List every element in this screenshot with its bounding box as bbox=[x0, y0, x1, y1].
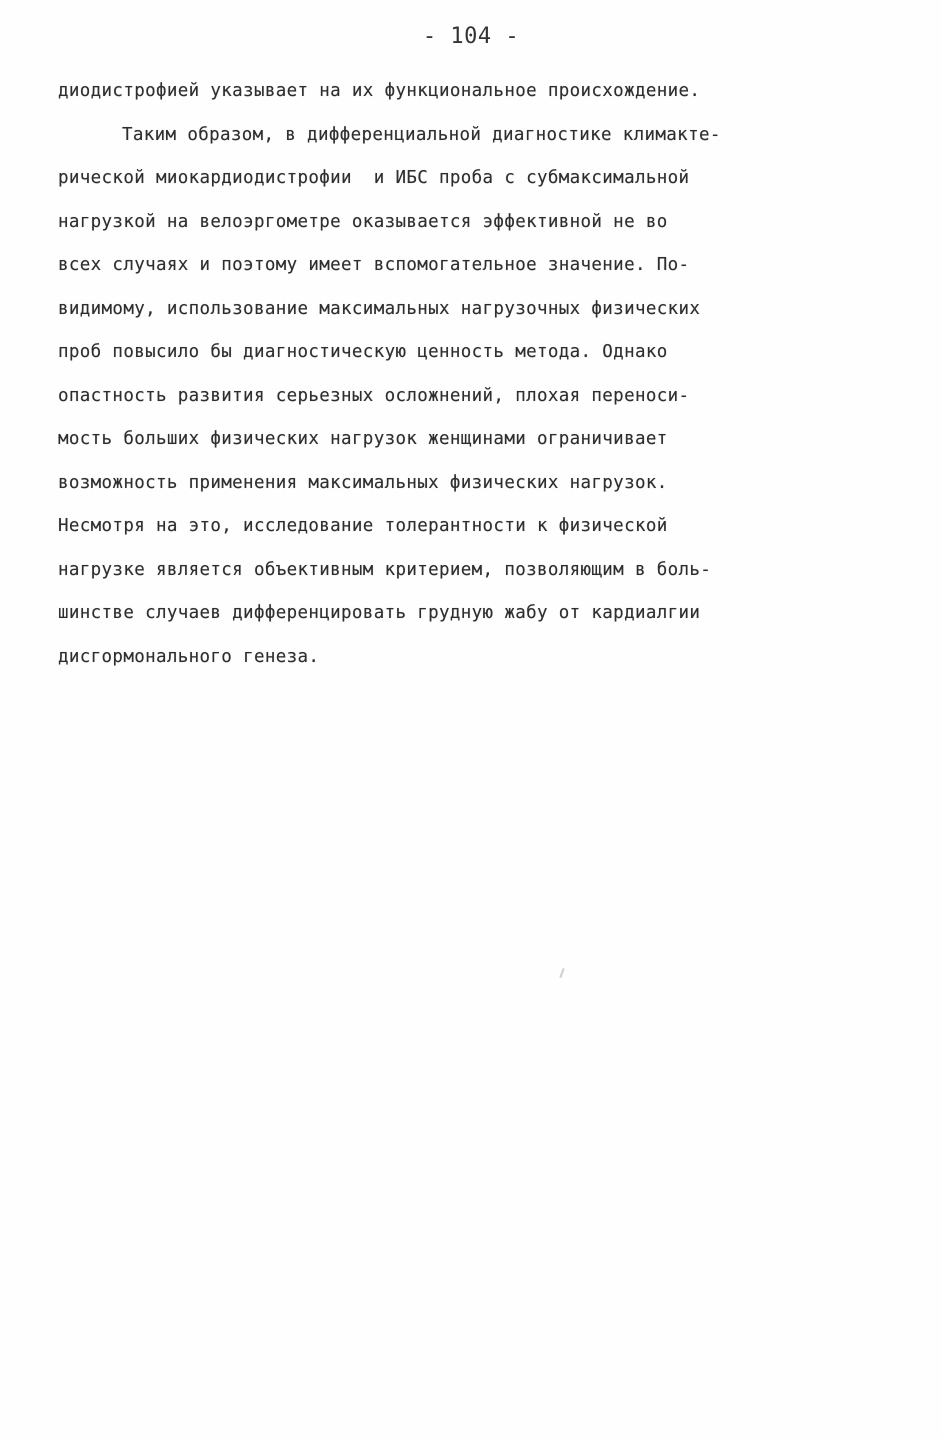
scan-speck bbox=[559, 968, 564, 978]
text-line: проб повысило бы диагностическую ценность метода. Однако bbox=[58, 342, 668, 362]
text-line: всех случаях и поэтому имеет вспомогательное значение. По- bbox=[58, 255, 690, 275]
text-line: видимому, использование максимальных нагрузочных физических bbox=[58, 298, 701, 319]
text-line: мость больших физических нагрузок женщинами ограничивает bbox=[58, 429, 668, 449]
text-line: шинстве случаев дифференцировать грудную жабу от кардиалгии bbox=[58, 603, 701, 623]
text-line: дисгормонального генеза. bbox=[58, 646, 320, 667]
body-text bbox=[58, 70, 898, 679]
text-line: возможность применения максимальных физических нагрузок. bbox=[58, 472, 668, 493]
text-line: Несмотря на это, исследование толерантности к физической bbox=[58, 516, 668, 536]
text-line: диодистрофией указывает на их функциональное происхождение. bbox=[58, 81, 701, 101]
paragraph-start-line: Таким образом, в дифференциальной диагностике климакте- bbox=[122, 124, 721, 145]
text-line: нагрузкой на велоэргометре оказывается эффективной не во bbox=[58, 211, 668, 232]
page-number: - 104 - bbox=[422, 24, 520, 49]
text-line: опастность развития серьезных осложнений, плохая переноси- bbox=[58, 385, 690, 406]
text-line: рической миокардиодистрофии и ИБС проба с субмаксимальной bbox=[58, 168, 690, 188]
text-line: нагрузке является объективным критерием, позволяющим в боль- bbox=[58, 559, 712, 580]
